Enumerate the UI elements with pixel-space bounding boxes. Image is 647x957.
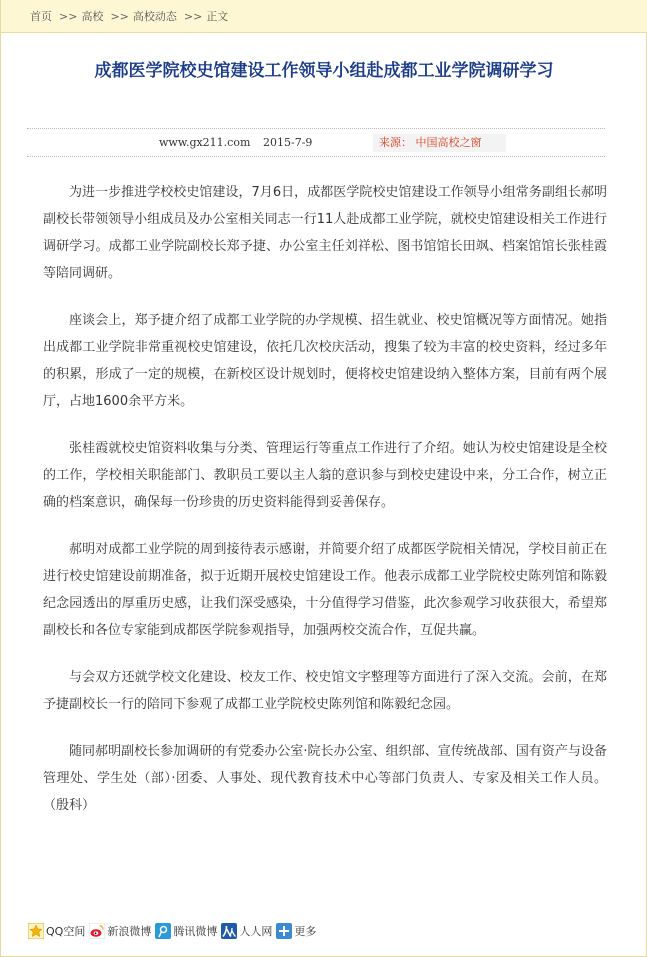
breadcrumb-current: 正文 <box>206 10 229 23</box>
article-source: 来源： 中国高校之窗 <box>373 134 506 152</box>
share-weibo-label: 新浪微博 <box>107 925 152 938</box>
breadcrumb-separator: >> <box>110 10 129 23</box>
share-more-label: 更多 <box>294 925 317 938</box>
breadcrumb-separator: >> <box>183 10 203 23</box>
more-plus-icon <box>276 923 292 939</box>
article-paragraph: 郝明对成都工业学院的周到接待表示感谢，并简要介绍了成都医学院相关情况，学校目前正在进行校史馆建设前期准备，拟于近期开展校史馆建设工作。他表示成都工业学院校史陈列馆和陈毅纪念园透出的厚重历史感，让我们深受感染，十分值得学习借鉴，此次参观学习收获很大，希望郑副校长和各位专家能到成都医学院参观指导，加强两校交流合作，互促共赢。 <box>43 542 607 638</box>
article-site: www.gx211.com <box>159 136 251 149</box>
renren-icon <box>221 923 237 939</box>
article-paragraph: 张桂霞就校史馆资料收集与分类、管理运行等重点工作进行了介绍。她认为校史馆建设是全校的工作，学校相关职能部门、教职员工要以主人翁的意识参与到校史建设中来，分工合作，树立正确的档案意识，确保每一份珍贵的历史资料能得到妥善保存。 <box>43 441 607 510</box>
qzone-icon <box>28 923 44 939</box>
article-paragraph: 随同郝明副校长参加调研的有党委办公室·院长办公室、组织部、宣传统战部、国有资产与设备管理处、学生处（部）·团委、人事处、现代教育技术中心等部门负责人、专家及相关工作人员。 （殷科） <box>43 744 607 813</box>
breadcrumb-university-news[interactable]: 高校动态 <box>132 10 177 23</box>
share-qzone-button[interactable] <box>28 923 85 939</box>
share-bar <box>28 920 320 942</box>
article-meta <box>1 134 647 152</box>
share-tencent-label: 腾讯微博 <box>173 925 218 938</box>
share-tencent-button[interactable] <box>155 923 217 939</box>
share-qzone-label: QQ空间 <box>46 925 86 938</box>
sina-weibo-icon <box>89 923 105 939</box>
article-paragraph: 座谈会上，郑予捷介绍了成都工业学院的办学规模、招生就业、校史馆概况等方面情况。她指出成都工业学院非常重视校史馆建设，依托几次校庆活动，搜集了较为丰富的校史资料，经过多年的积累，形成了一定的规模，在新校区设计规划时，便将校史馆建设纳入整体方案，目前有两个展厅，占地1600余平方米。 <box>43 313 607 409</box>
article-paragraph: 为进一步推进学校校史馆建设，7月6日，成都医学院校史馆建设工作领导小组常务副组长郝明副校长带领领导小组成员及办公室相关同志一行11人赴成都工业学院，就校史馆建设相关工作进行调研学习。成都工业学院副校长郑予捷、办公室主任刘祥松、图书馆馆长田飒、档案馆馆长张桂霞等陪同调研。 <box>43 185 607 281</box>
share-more-button[interactable] <box>276 923 316 939</box>
share-weibo-button[interactable] <box>89 923 151 939</box>
divider <box>27 128 605 129</box>
breadcrumb <box>1 0 647 33</box>
share-renren-label: 人人网 <box>239 925 273 938</box>
tencent-weibo-icon <box>155 923 171 939</box>
divider <box>27 156 605 157</box>
breadcrumb-home[interactable]: 首页 <box>30 10 52 23</box>
article-date: 2015-7-9 <box>263 136 313 149</box>
article-paragraph: 与会双方还就学校文化建设、校友工作、校史馆文字整理等方面进行了深入交流。会前，在郑予捷副校长一行的陪同下参观了成都工业学院校史陈列馆和陈毅纪念园。 <box>43 670 607 712</box>
article-title: 成都医学院校史馆建设工作领导小组赴成都工业学院调研学习 <box>94 61 554 81</box>
breadcrumb-separator: >> <box>59 10 78 23</box>
breadcrumb-universities[interactable]: 高校 <box>81 10 104 23</box>
share-renren-button[interactable] <box>221 923 272 939</box>
article-body <box>43 179 607 839</box>
